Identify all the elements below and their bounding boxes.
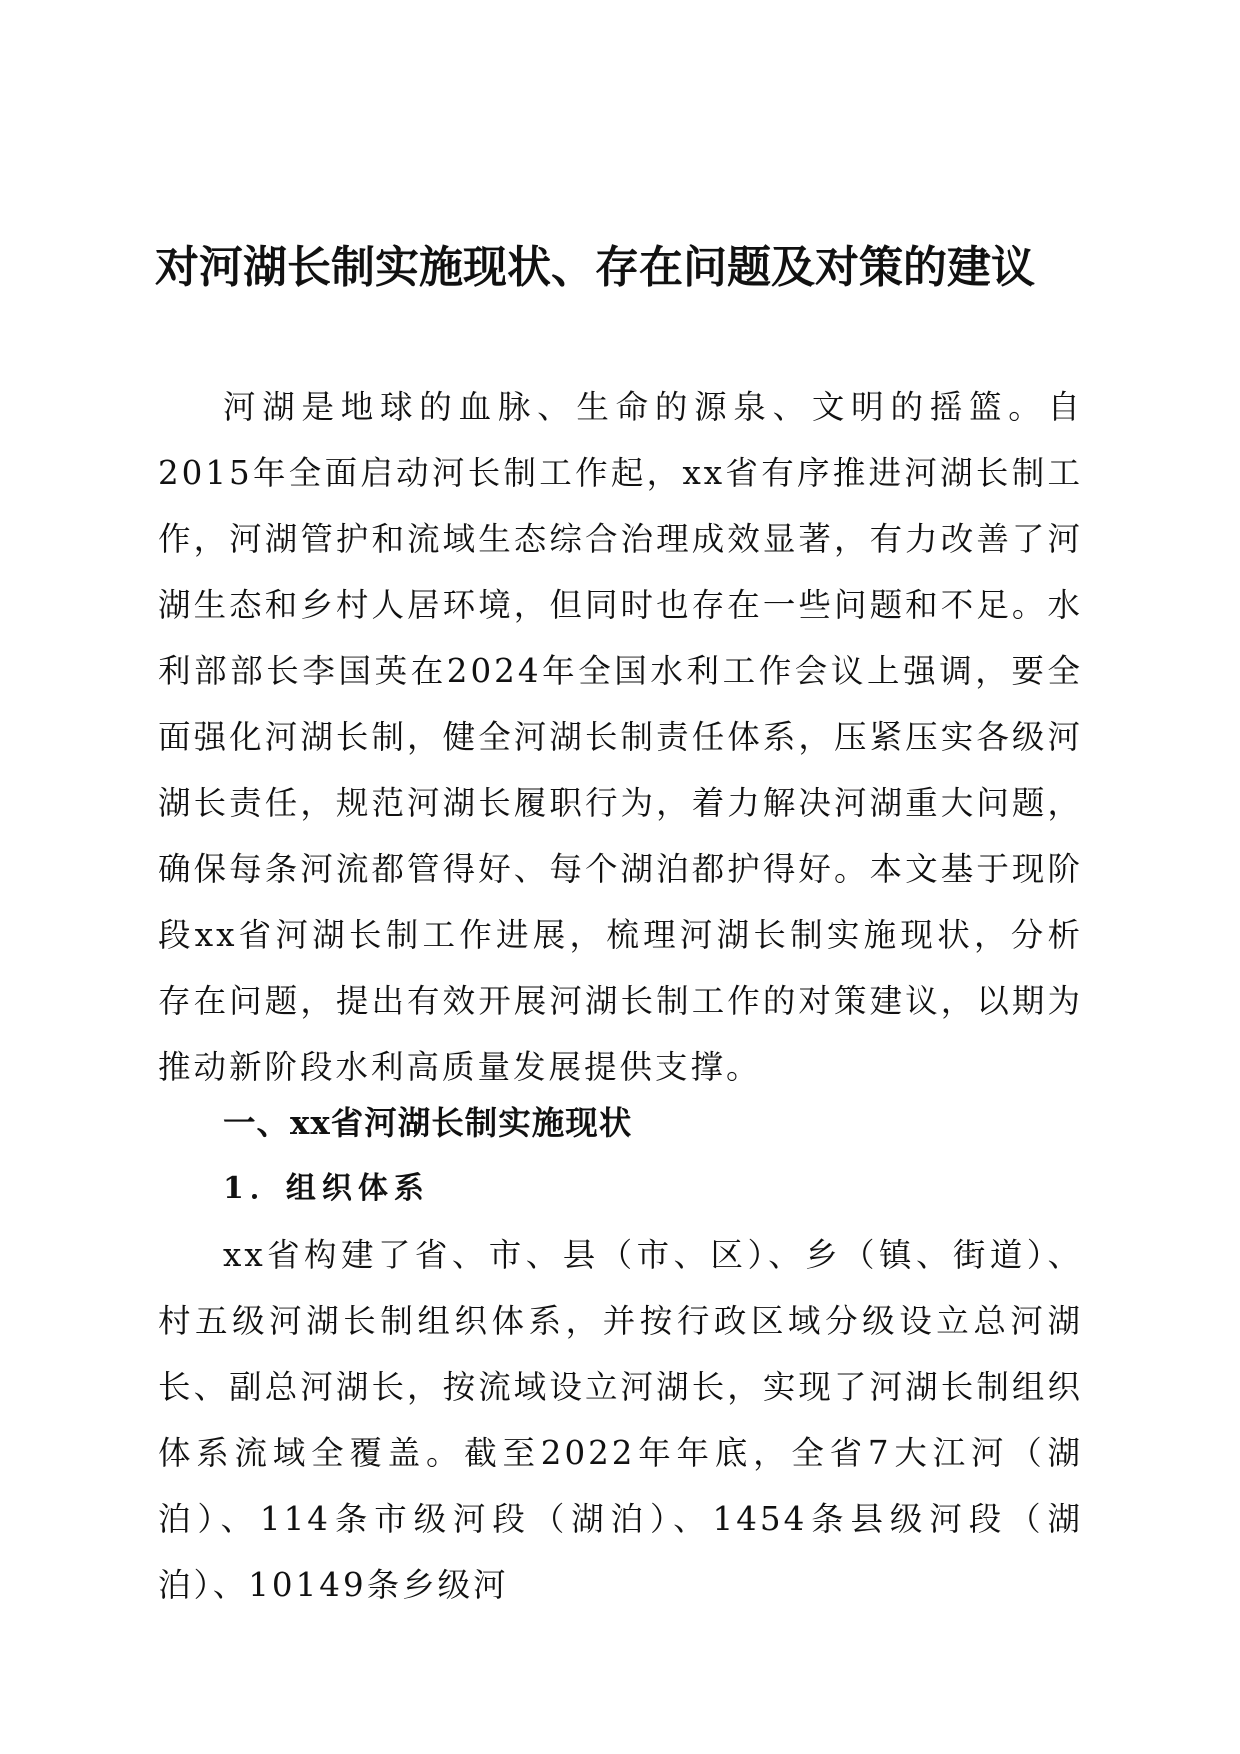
intro-paragraph: 河湖是地球的血脉、生命的源泉、文明的摇篮。自2015年全面启动河长制工作起，xx省有序推进河湖长制工作，河湖管护和流域生态综合治理成效显著，有力改善了河湖生态和乡村人居环境，但同时也存在一些问题和不足。水利部部长李国英在2024年全国水利工作会议上强调，要全面强化河湖长制，健全河湖长制责任体系，压紧压实各级河湖长责任，规范河湖长履职行为，着力解决河湖重大问题，确保每条河流都管得好、每个湖泊都护得好。本文基于现阶段xx省河湖长制工作进展，梳理河湖长制实施现状，分析存在问题，提出有效开展河湖长制工作的对策建议，以期为推动新阶段水利高质量发展提供支撑。 [158, 388, 1083, 1086]
document-title: 对河湖长制实施现状、存在问题及对策的建议 [155, 242, 1035, 293]
organization-paragraph: xx省构建了省、市、县（市、区）、乡（镇、街道）、村五级河湖长制组织体系，并按行政区域分级设立总河湖长、副总河湖长，按流域设立河湖长，实现了河湖长制组织体系流域全覆盖。截至2022年年底，全省7大江河（湖泊）、114条市级河段（湖泊）、1454条县级河段（湖泊）、10149条乡级河 [158, 1236, 1083, 1604]
section-heading-1: 一、xx省河湖长制实施现状 [223, 1103, 633, 1142]
subsection-heading-1-1: 1．组织体系 [223, 1171, 430, 1206]
